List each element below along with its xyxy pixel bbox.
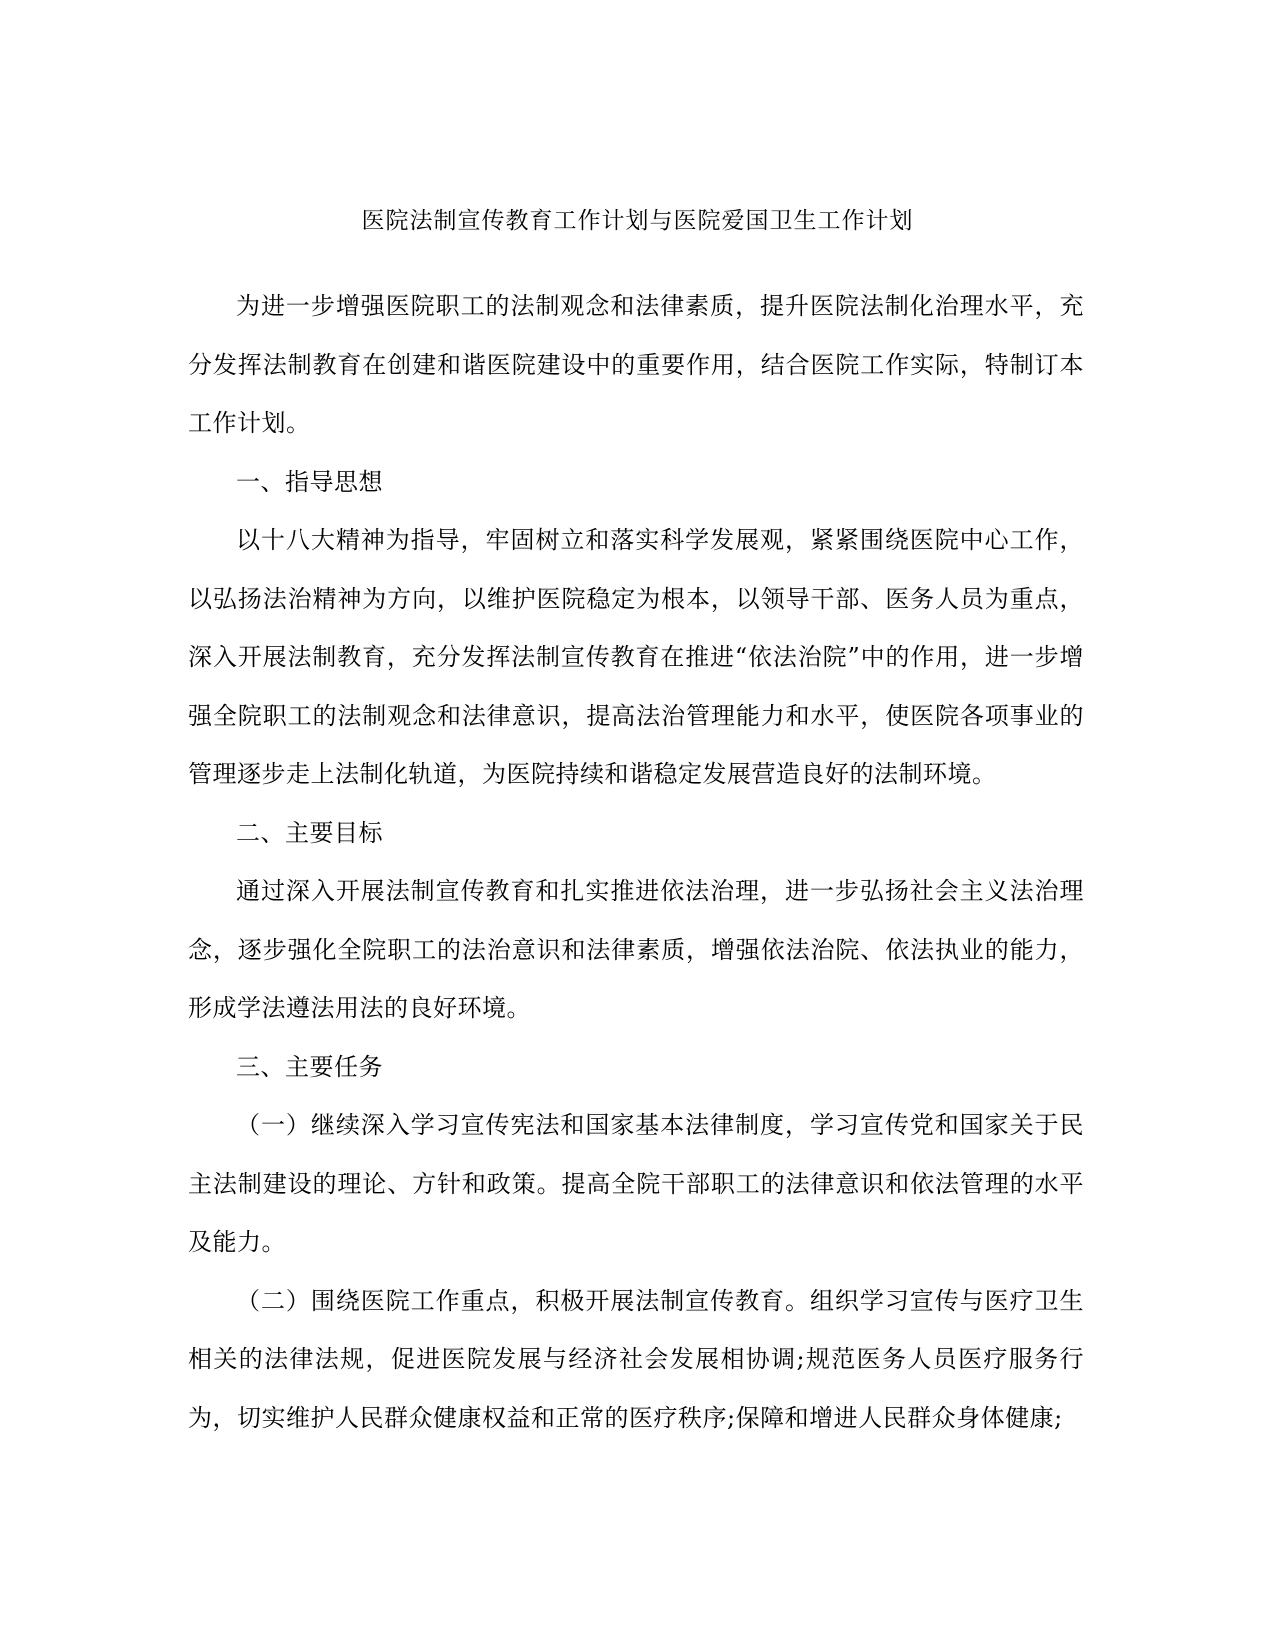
main-tasks-item-1: （一）继续深入学习宣传宪法和国家基本法律制度，学习宣传党和国家关于民主法制建设的理论、方针和政策。提高全院干部职工的法律意识和依法管理的水平及能力。 bbox=[188, 1111, 1084, 1256]
section-heading-main-goals: 二、主要目标 bbox=[236, 818, 383, 847]
intro-paragraph: 为进一步增强医院职工的法制观念和法律素质，提升医院法制化治理水平，充分发挥法制教育在创建和谐医院建设中的重要作用，结合医院工作实际，特制订本工作计划。 bbox=[188, 292, 1084, 437]
document-body bbox=[188, 277, 1084, 1447]
guiding-ideology-paragraph: 以十八大精神为指导，牢固树立和落实科学发展观，紧紧围绕医院中心工作，以弘扬法治精神为方向，以维护医院稳定为根本，以领导干部、医务人员为重点，深入开展法制教育，充分发挥法制宣传教育在推进“依法治院”中的作用，进一步增强全院职工的法制观念和法律意识，提高法治管理能力和水平，使医院各项事业的管理逐步走上法制化轨道，为医院持续和谐稳定发展营造良好的法制环境。 bbox=[188, 526, 1084, 788]
section-heading-main-tasks: 三、主要任务 bbox=[236, 1052, 383, 1081]
main-tasks-item-2: （二）围绕医院工作重点，积极开展法制宣传教育。组织学习宣传与医疗卫生相关的法律法规，促进医院发展与经济社会发展相协调;规范医务人员医疗服务行为，切实维护人民群众健康权益和正常的医疗秩序;保障和增进人民群众身体健康; bbox=[188, 1286, 1084, 1432]
document-title: 医院法制宣传教育工作计划与医院爱国卫生工作计划 bbox=[361, 208, 914, 234]
section-heading-guiding-ideology: 一、指导思想 bbox=[236, 467, 383, 496]
main-goals-paragraph: 通过深入开展法制宣传教育和扎实推进依法治理，进一步弘扬社会主义法治理念，逐步强化全院职工的法治意识和法律素质，增强依法治院、依法执业的能力，形成学法遵法用法的良好环境。 bbox=[188, 877, 1084, 1022]
